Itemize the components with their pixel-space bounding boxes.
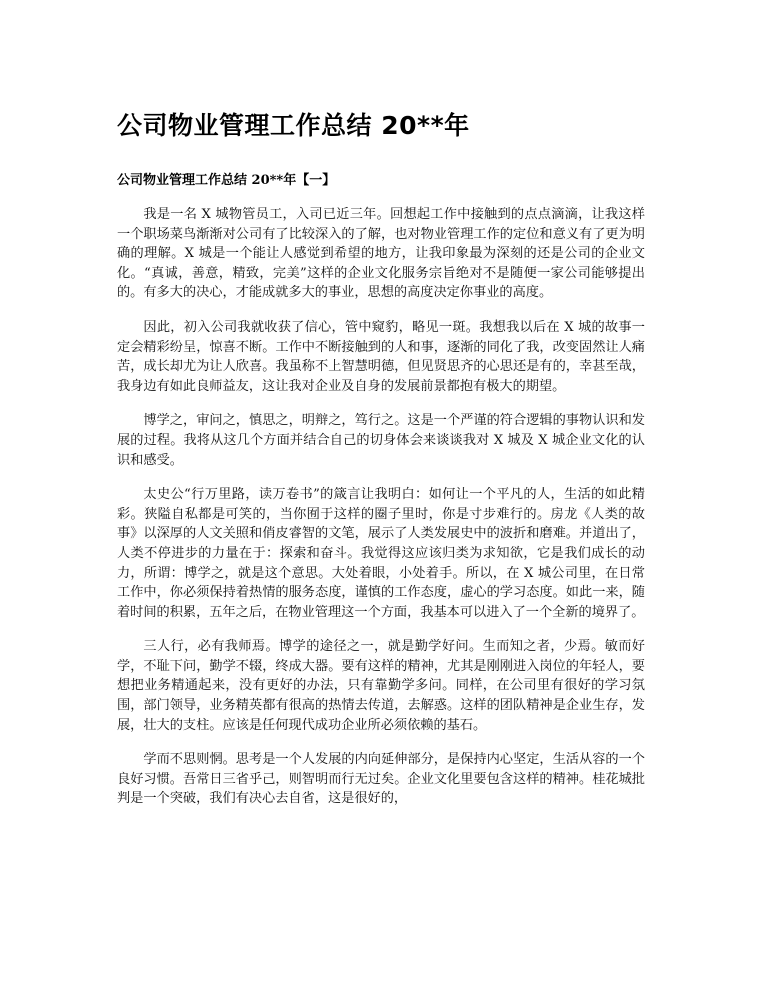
- paragraph: 博学之，审问之，慎思之，明辩之，笃行之。这是一个严谨的符合逻辑的事物认识和发展的过程。我将从这几个方面并结合自己的切身体会来谈谈我对 X 城及 X 城企业文化的认识和感受。: [117, 413, 645, 468]
- paragraph: 太史公“行万里路，读万卷书”的箴言让我明白：如何让一个平凡的人，生活的如此精彩。狭隘自私都是可笑的，当你囿于这样的圈子里时，你是寸步难行的。房龙《人类的故事》以深厚的人文关照和俏皮睿智的文笔，展示了人类发展史中的波折和磨难。并道出了，人类不停进步的力量在于：探索和奋斗。我觉得这应该归类为求知欲，它是我们成长的动力，所谓：博学之，就是这个意思。大处着眼，小处着手。所以，在 X 城公司里，在日常工作中，你必须保持着热情的服务态度，谨慎的工作态度，虚心的学习态度。如此一来，随着时间的积累，五年之后，在物业管理这一个方面，我基本可以进入了一个全新的境界了。: [117, 487, 645, 620]
- paragraph: 因此，初入公司我就收获了信心，管中窥豹，略见一斑。我想我以后在 X 城的故事一定会精彩纷呈，惊喜不断。工作中不断接触到的人和事，逐渐的同化了我，改变固然让人痛苦，成长却尤为让人欣喜。我虽称不上智慧明德，但见贤思齐的心思还是有的，幸甚至哉，我身边有如此良师益友，这让我对企业及自身的发展前景都抱有极大的期望。: [117, 319, 645, 394]
- paragraph: 学而不思则惘。思考是一个人发展的内向延伸部分，是保持内心坚定，生活从容的一个良好习惯。吾常日三省乎己，则智明而行无过矣。企业文化里要包含这样的精神。桂花城批判是一个突破，我们有决心去自省，这是很好的，: [117, 752, 645, 807]
- document-title: 公司物业管理工作总结 20**年: [117, 111, 470, 140]
- document-body: [117, 205, 645, 824]
- paragraph: 三人行，必有我师焉。博学的途径之一，就是勤学好问。生而知之者，少焉。敏而好学，不耻下问，勤学不辍，终成大器。要有这样的精神，尤其是刚刚进入岗位的年轻人，要想把业务精通起来，没有更好的办法，只有靠勤学多问。同样，在公司里有很好的学习氛围，部门领导，业务精英都有很高的热情去传道，去解惑。这样的团队精神是企业生存，发展，壮大的支柱。应该是任何现代成功企业所必须依赖的基石。: [117, 639, 645, 733]
- section-heading: 公司物业管理工作总结 20**年【一】: [117, 173, 336, 188]
- paragraph: 我是一名 X 城物管员工，入司已近三年。回想起工作中接触到的点点滴滴，让我这样一个职场菜鸟渐渐对公司有了比较深入的了解，也对物业管理工作的定位和意义有了更为明确的理解。X 城是一个能让人感觉到希望的地方，让我印象最为深刻的还是公司的企业文化。“真诚，善意，精致，完美”这样的企业文化服务宗旨绝对不是随便一家公司能够提出的。有多大的决心，才能成就多大的事业，思想的高度决定你事业的高度。: [117, 207, 645, 301]
